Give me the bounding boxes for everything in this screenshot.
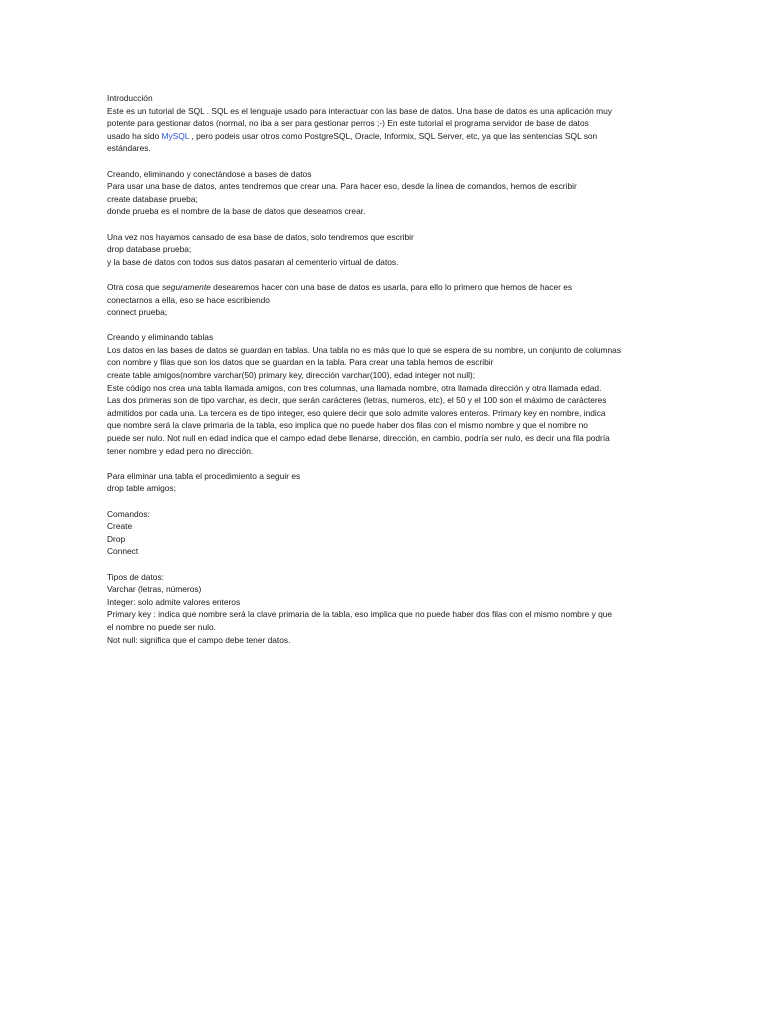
create-db-line-1: Para usar una base de datos, antes tendremos que crear una. Para hacer eso, desde la linea de comandos, hemos de escribir (107, 181, 577, 192)
tables-line-6: admitidos por cada una. La tercera es de tipo integer, eso quiere decir que solo admite valores enteros. Primary key en nombre, indica (107, 407, 606, 418)
drop-db-line-3: y la base de datos con todos sus datos pasaran al cementerio virtual de datos. (107, 256, 399, 267)
types-line-4: el nombre no puede ser nulo. (107, 621, 216, 632)
types-line-3: Primary key : indica que nombre será la clave primaria de la tabla, eso implica que no puede haber dos filas con el mismo nombre y que (107, 609, 613, 620)
spacer (107, 319, 667, 332)
drop-table-line-1: Para eliminar una tabla el procedimiento a seguir es (107, 470, 301, 481)
spacer (107, 457, 667, 470)
intro-line-3 (107, 130, 667, 143)
connect-line-1-pre: Otra cosa que (107, 281, 162, 292)
tables-heading: Creando y eliminando tablas (107, 332, 214, 343)
connect-line-1 (107, 281, 667, 294)
connect-line-1-post: desearemos hacer con una base de datos es usarla, para ello lo primero que hemos de hacer es (210, 281, 573, 292)
types-line-5: Not null: significa que el campo debe tener datos. (107, 634, 291, 645)
spacer (107, 495, 667, 508)
spacer (107, 268, 667, 281)
drop-db-line-2: drop database prueba; (107, 244, 192, 255)
commands-heading: Comandos: (107, 508, 150, 519)
intro-line-4: estándares. (107, 143, 151, 154)
connect-line-3: connect prueba; (107, 307, 168, 318)
intro-line-1: Este es un tutorial de SQL . SQL es el lenguaje usado para interactuar con las base de datos. Una base de datos es una aplicación muy (107, 105, 612, 116)
intro-line-3-pre: usado ha sido (107, 130, 162, 141)
types-heading: Tipos de datos: (107, 571, 164, 582)
document-page (107, 92, 667, 646)
command-item-drop: Drop (107, 533, 126, 544)
intro-heading: Introducción (107, 93, 153, 103)
spacer (107, 155, 667, 168)
tables-line-9: tener nombre y edad pero no dirección. (107, 445, 254, 456)
create-db-line-3: donde prueba es el nombre de la base de datos que deseamos crear. (107, 206, 366, 217)
tables-line-2: con nombre y filas que son los datos que se guardan en la tabla. Para crear una tabla hemos de escribir (107, 357, 494, 368)
types-line-2: Integer: solo admite valores enteros (107, 596, 241, 607)
tables-line-5: Las dos primeras son de tipo varchar, es decir, que serán carácteres (letras, numeros, etc), el 50 y el 100 son el máximo de carácteres (107, 395, 607, 406)
types-line-1: Varchar (letras, números) (107, 584, 202, 595)
drop-db-line-1: Una vez nos hayamos cansado de esa base de datos, solo tendremos que escribir (107, 231, 414, 242)
tables-line-7: que nombre será la clave primaria de la tabla, eso implica que no puede haber dos filas con el mismo nombre y que el nombre no (107, 420, 588, 431)
tables-line-3: create table amigos(nombre varchar(50) primary key, dirección varchar(100), edad integer not null); (107, 370, 476, 381)
command-item-create: Create (107, 521, 133, 532)
mysql-link[interactable]: MySQL (161, 130, 190, 141)
spacer (107, 218, 667, 231)
intro-line-3-post: , pero podeis usar otros como PostgreSQL, Oracle, Informix, SQL Server, etc, ya que las sentencias SQL son (189, 130, 598, 141)
spacer (107, 558, 667, 571)
tables-line-8: puede ser nulo. Not null en edad indica que el campo edad debe llenarse, dirección, en cambio, podría ser nulo, es decir una fila podría (107, 433, 610, 444)
intro-line-2: potente para gestionar datos (normal, no iba a ser para gestionar perros ;-) En este tutorial el programa servidor de base de datos (107, 118, 589, 129)
drop-table-line-2: drop table amigos; (107, 483, 176, 494)
create-db-line-2: create database prueba; (107, 193, 198, 204)
tables-line-4: Este código nos crea una tabla llamada amigos, con tres columnas, una llamada nombre, otra llamada dirección y otra llamada edad. (107, 382, 602, 393)
command-item-connect: Connect (107, 546, 139, 557)
create-db-heading: Creando, eliminando y conectándose a bases de datos (107, 168, 312, 179)
tables-line-1: Los datos en las bases de datos se guardan en tablas. Una tabla no es más que lo que se espera de su nombre, un conjunto de columnas (107, 344, 622, 355)
connect-line-1-em: seguramente (161, 281, 211, 292)
connect-line-2: conectarnos a ella, eso se hace escribiendo (107, 294, 270, 305)
